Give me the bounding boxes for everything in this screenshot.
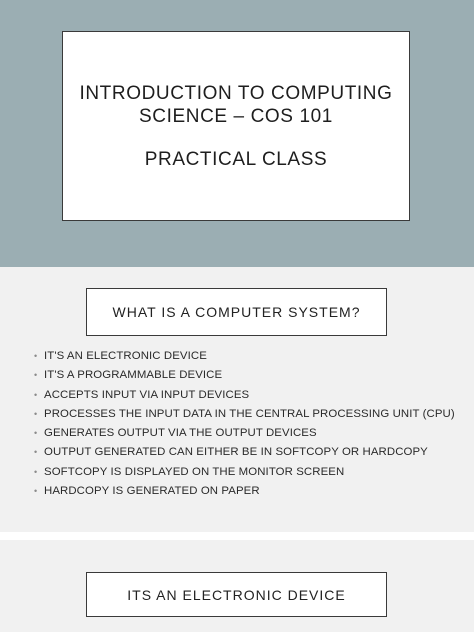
list-item-text: IT'S A PROGRAMMABLE DEVICE xyxy=(44,369,223,382)
title-slide xyxy=(0,0,474,267)
slide-heading: ITS AN ELECTRONIC DEVICE xyxy=(86,572,387,617)
list-item-text: SOFTCOPY IS DISPLAYED ON THE MONITOR SCREEN xyxy=(44,465,345,478)
list-item-text: IT'S AN ELECTRONIC DEVICE xyxy=(44,350,207,362)
list-item xyxy=(34,443,455,462)
content-slide xyxy=(0,267,474,532)
bullet-icon: • xyxy=(34,466,38,477)
list-item xyxy=(34,482,455,501)
bullet-icon: • xyxy=(34,428,38,439)
list-item-text: OUTPUT GENERATED CAN EITHER BE IN SOFTCOPY OR HARDCOPY xyxy=(44,446,428,459)
bullet-icon: • xyxy=(34,486,38,497)
bullet-icon: • xyxy=(34,351,38,361)
course-title-line-2: SCIENCE – COS 101 xyxy=(139,105,333,127)
list-item-text: PROCESSES THE INPUT DATA IN THE CENTRAL PROCESSING UNIT (CPU) xyxy=(44,407,455,420)
list-item-text: HARDCOPY IS GENERATED ON PAPER xyxy=(44,485,260,498)
list-item xyxy=(34,424,455,443)
course-subtitle: PRACTICAL CLASS xyxy=(144,148,328,170)
list-item xyxy=(34,366,455,385)
list-item xyxy=(34,463,455,482)
list-item xyxy=(34,347,455,366)
course-title-line-1: INTRODUCTION TO COMPUTING xyxy=(79,82,393,104)
bullet-icon: • xyxy=(34,447,38,458)
bullet-icon: • xyxy=(34,408,38,419)
bullet-icon: • xyxy=(34,389,38,400)
bullet-list xyxy=(34,347,455,501)
list-item-text: GENERATES OUTPUT VIA THE OUTPUT DEVICES xyxy=(44,427,317,440)
list-item xyxy=(34,386,455,405)
slide-heading: WHAT IS A COMPUTER SYSTEM? xyxy=(86,288,387,336)
bullet-icon: • xyxy=(34,370,38,381)
content-slide xyxy=(0,540,474,632)
list-item-text: ACCEPTS INPUT VIA INPUT DEVICES xyxy=(44,388,250,401)
title-box xyxy=(62,31,410,221)
list-item xyxy=(34,405,455,424)
